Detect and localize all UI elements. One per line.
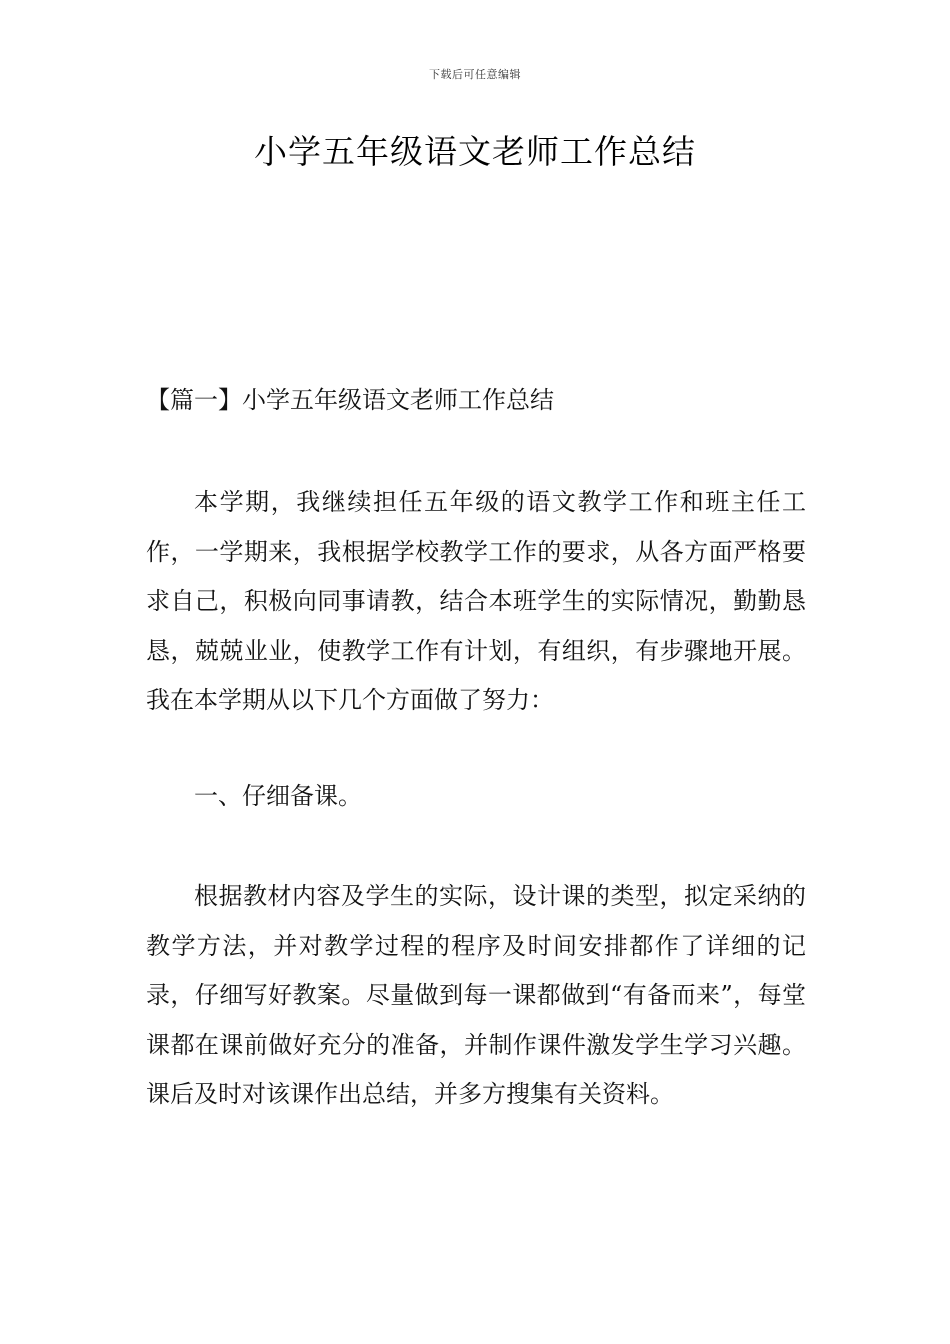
document-title: 小学五年级语文老师工作总结 [254, 132, 696, 171]
section-heading: 【篇一】小学五年级语文老师工作总结 [146, 386, 554, 414]
paragraph-2: 根据教材内容及学生的实际，设计课的类型，拟定采纳的教学方法，并对教学过程的程序及时间安排都作了详细的记录，仔细写好教案。尽量做到每一课都做到“有备而来”，每堂课都在课前做好充分的准备，并制作课件激发学生学习兴趣。课后及时对该课作出总结，并多方搜集有关资料。 [146, 882, 806, 1108]
header-note: 下载后可任意编辑 [429, 68, 521, 81]
sub-heading-1: 一、仔细备课。 [194, 782, 362, 810]
paragraph-1: 本学期，我继续担任五年级的语文教学工作和班主任工作，一学期来，我根据学校教学工作的要求，从各方面严格要求自己，积极向同事请教，结合本班学生的实际情况，勤勤恳恳，兢兢业业，使教学工作有计划，有组织，有步骤地开展。我在本学期从以下几个方面做了努力： [146, 488, 806, 714]
